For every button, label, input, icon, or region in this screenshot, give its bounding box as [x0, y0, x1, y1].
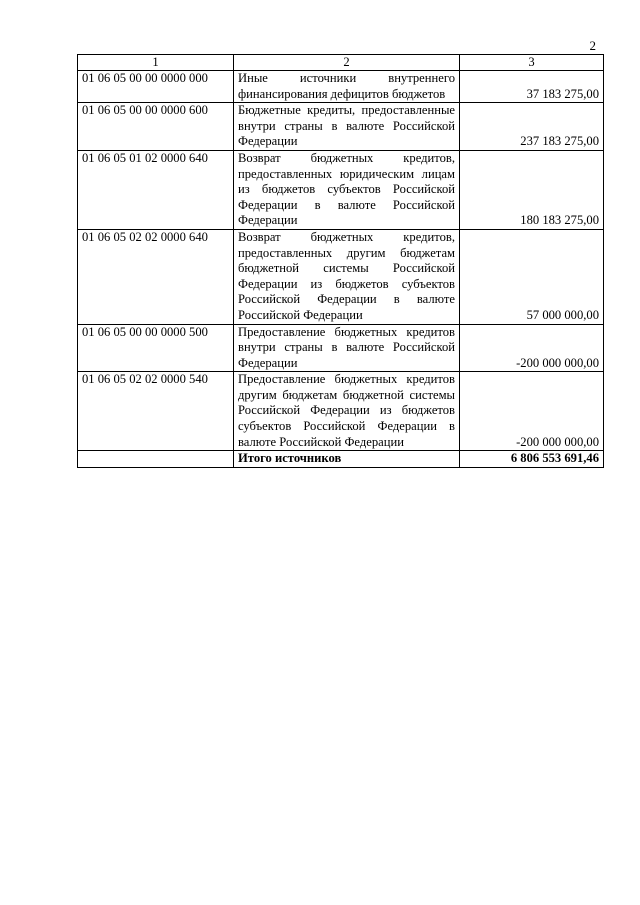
description-cell: Иные источники внутреннего финансирования дефицитов бюджетов: [234, 71, 460, 103]
budget-code-cell: 01 06 05 00 00 0000 500: [78, 324, 234, 372]
total-row: [78, 451, 604, 468]
column-header-code: 1: [78, 55, 234, 71]
description-cell: Возврат бюджетных кредитов, предоставленных другим бюджетам бюджетной системы Российской Федерации из бюджетов субъектов Российской Федерации в валюте Российской Федерации: [234, 229, 460, 324]
column-header-description: 2: [234, 55, 460, 71]
budget-code-cell: 01 06 05 00 00 0000 600: [78, 103, 234, 151]
amount-cell: -200 000 000,00: [460, 372, 604, 451]
total-label: Итого источников: [234, 451, 460, 468]
description-cell: Предоставление бюджетных кредитов внутри страны в валюте Российской Федерации: [234, 324, 460, 372]
financing-sources-table: [77, 54, 604, 468]
amount-cell: 37 183 275,00: [460, 71, 604, 103]
table-row: [78, 372, 604, 451]
budget-code-cell: 01 06 05 02 02 0000 540: [78, 372, 234, 451]
budget-code-cell: 01 06 05 02 02 0000 640: [78, 229, 234, 324]
total-code-cell: [78, 451, 234, 468]
table-row: [78, 324, 604, 372]
description-cell: Возврат бюджетных кредитов, предоставленных юридическим лицам из бюджетов субъектов Российской Федерации в валюте Российской Федерации: [234, 150, 460, 229]
table-row: [78, 71, 604, 103]
amount-cell: 180 183 275,00: [460, 150, 604, 229]
amount-cell: -200 000 000,00: [460, 324, 604, 372]
total-amount: 6 806 553 691,46: [460, 451, 604, 468]
description-cell: Предоставление бюджетных кредитов другим бюджетам бюджетной системы Российской Федерации из бюджетов субъектов Российской Федерации в валюте Российской Федерации: [234, 372, 460, 451]
table-row: [78, 229, 604, 324]
amount-cell: 57 000 000,00: [460, 229, 604, 324]
table-row: [78, 150, 604, 229]
page-number: 2: [589, 38, 596, 53]
description-cell: Бюджетные кредиты, предоставленные внутри страны в валюте Российской Федерации: [234, 103, 460, 151]
budget-code-cell: 01 06 05 01 02 0000 640: [78, 150, 234, 229]
table-row: [78, 103, 604, 151]
budget-code-cell: 01 06 05 00 00 0000 000: [78, 71, 234, 103]
table-header-row: [78, 55, 604, 71]
amount-cell: 237 183 275,00: [460, 103, 604, 151]
column-header-amount: 3: [460, 55, 604, 71]
